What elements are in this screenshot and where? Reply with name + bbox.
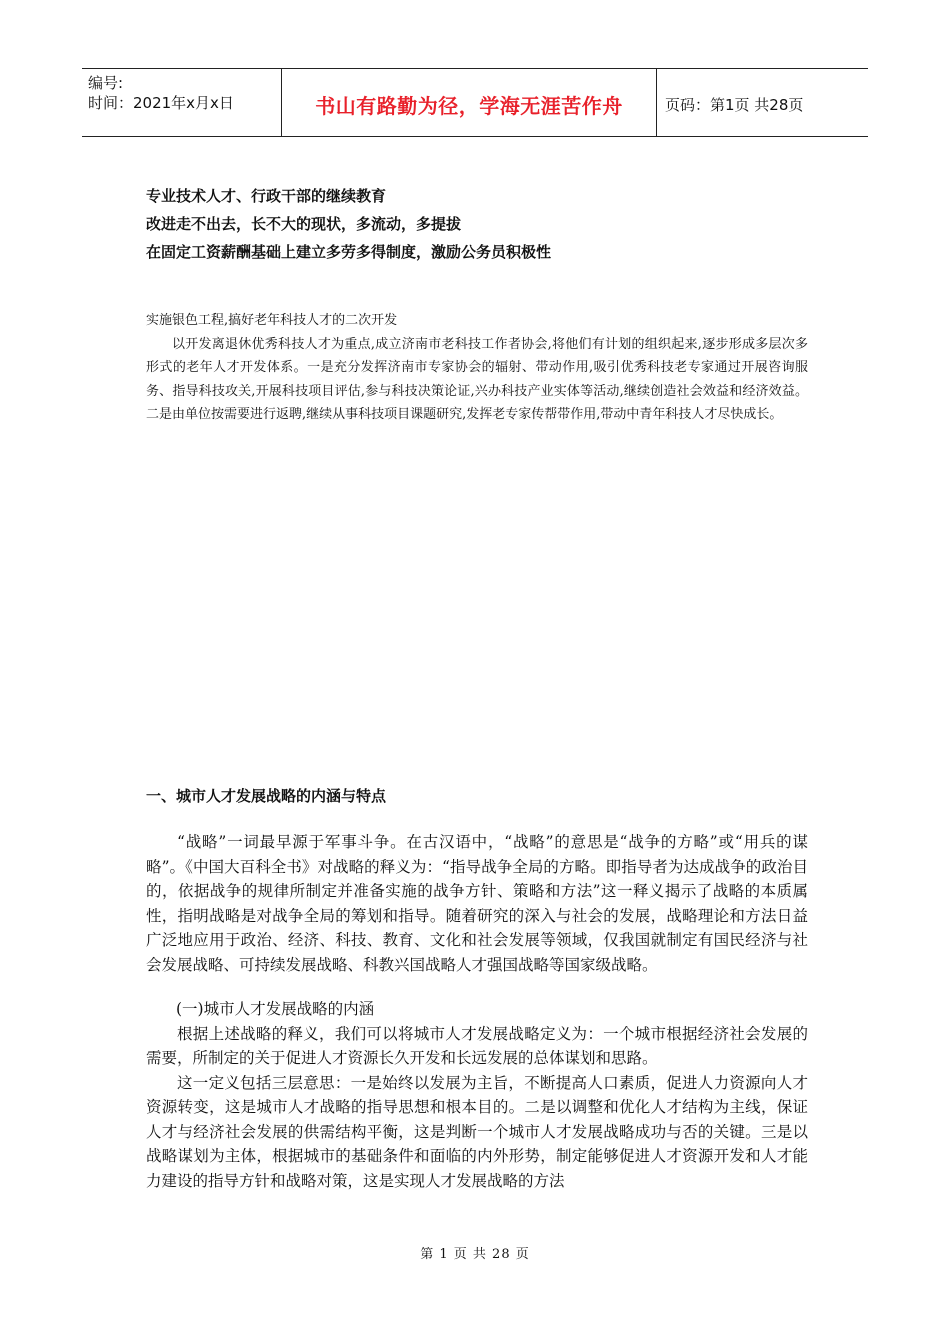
strategy-paragraph-2: 根据上述战略的释义，我们可以将城市人才发展战略定义为：一个城市根据经济社会发展的需要，所制定的关于促进人才资源长久开发和长远发展的总体谋划和思路。 (146, 1024, 808, 1067)
strategy-body (146, 830, 808, 1193)
header-meta (82, 69, 281, 136)
silver-paragraph: 以开发离退休优秀科技人才为重点,成立济南市老科技工作者协会,将他们有计划的组织起来,逐步形成多层次多形式的老年人才开发体系。一是充分发挥济南市专家协会的辐射、带动作用,吸引优秀科技老专家通过开展咨询服务、指导科技攻关,开展科技项目评估,参与科技决策论证,兴办科技产业实体等活动,继续创造社会效益和经济效益。二是由单位按需要进行返聘,继续从事科技项目课题研究,发挥老专家传帮带作用,带动中青年科技人才尽快成长。 (146, 336, 808, 422)
header-motto: 书山有路勤为径，学海无涯苦作舟 (281, 69, 657, 136)
subsection-title: (一)城市人才发展战略的内涵 (176, 1000, 375, 1018)
number-label: 编号: (88, 74, 124, 92)
bold-line: 专业技术人才、行政干部的继续教育 (146, 187, 387, 205)
header-page-info: 页码：第1页 共28页 (665, 96, 804, 114)
date-label: 时间：2021年x月x日 (88, 94, 234, 112)
section-title: 一、城市人才发展战略的内涵与特点 (146, 787, 387, 805)
bold-heading-list (146, 182, 846, 266)
silver-title: 实施银色工程,搞好老年科技人才的二次开发 (146, 313, 398, 328)
strategy-paragraph-3: 这一定义包括三层意思：一是始终以发展为主旨，不断提高人口素质，促进人力资源向人才资源转变，这是城市人才战略的指导思想和根本目的。二是以调整和优化人才结构为主线，保证人才与经济社会发展的供需结构平衡，这是判断一个城市人才发展战略成功与否的关键。三是以战略谋划为主体，根据城市的基础条件和面临的内外形势，制定能够促进人才资源开发和人才能力建设的指导方针和战略对策，这是实现人才发展战略的方法 (146, 1073, 808, 1190)
bold-line: 改进走不出去，长不大的现状，多流动，多提拔 (146, 215, 462, 233)
silver-project-section (146, 309, 808, 427)
bold-line: 在固定工资薪酬基础上建立多劳多得制度，激励公务员积极性 (146, 243, 552, 261)
strategy-paragraph-1: “战略”一词最早源于军事斗争。在古汉语中，“战略”的意思是“战争的方略”或“用兵的谋略”。《中国大百科全书》对战略的释义为：“指导战争全局的方略。即指导者为达成战争的政治目的，依据战争的规律所制定并准备实施的战争方针、策略和方法”这一释义揭示了战略的本质属性，指明战略是对战争全局的筹划和指导。随着研究的深入与社会的发展，战略理论和方法日益广泛地应用于政治、经济、科技、教育、文化和社会发展等领域，仅我国就制定有国民经济与社会发展战略、可持续发展战略、科教兴国战略人才强国战略等国家级战略。 (146, 833, 808, 974)
page-footer: 第 1 页 共 28 页 (420, 1247, 530, 1262)
document-header (82, 68, 868, 137)
